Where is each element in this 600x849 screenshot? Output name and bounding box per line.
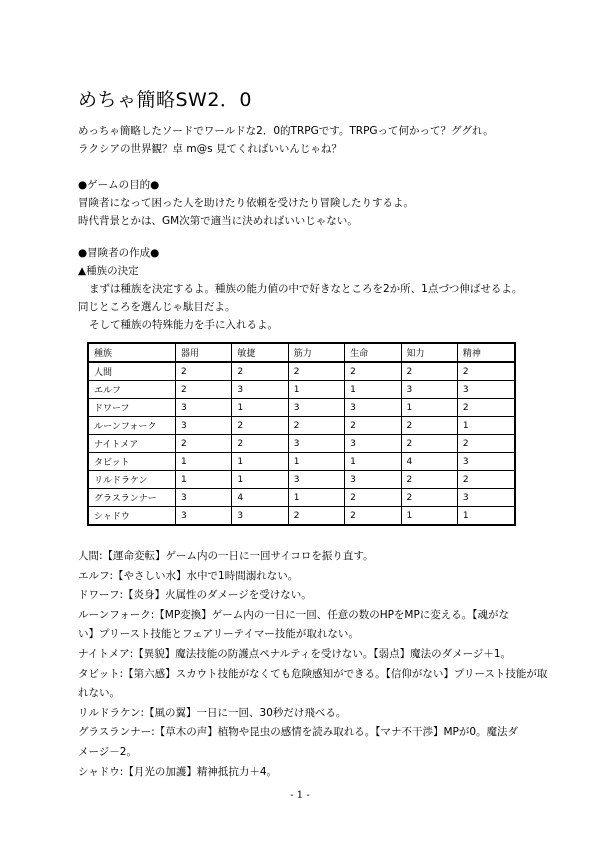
ability-line: エルフ:【やさしい水】水中で1時間溺れない。 [78,569,299,582]
stat-cell: 3 [288,471,344,489]
stat-cell: 2 [401,417,457,435]
stat-cell: 3 [176,417,232,435]
stat-cell: 2 [345,362,401,381]
header-race: 種族 [88,343,176,362]
stat-cell: 2 [288,362,344,381]
ability-line: ナイトメア:【異貌】魔法技能の防護点ペナルティを受けない。【弱点】魔法のダメージ＋1。 [78,647,512,660]
header-spirit: 精神 [457,343,515,362]
stat-cell: 2 [457,362,515,381]
stat-cell: 2 [176,381,232,399]
table-row [88,381,515,399]
stat-cell: 2 [457,399,515,417]
ability-line: タビット:【第六感】スカウト技能がなくても危険感知ができる。【信仰がない】プリースト技能が取 [78,667,548,680]
stat-cell: 2 [232,435,288,453]
ability-line: 人間:【運命変転】ゲーム内の一日に一回サイコロを振り直す。 [78,550,374,562]
stat-cell: 1 [176,471,232,489]
stat-cell: 1 [457,507,515,526]
stat-cell: 2 [232,362,288,381]
stat-cell: 2 [232,417,288,435]
stat-cell: 3 [401,381,457,399]
race-name-cell: リルドラケン [88,471,176,489]
stat-cell: 3 [232,381,288,399]
stat-cell: 2 [345,489,401,507]
stat-cell: 4 [401,453,457,471]
table-row [88,489,515,507]
stat-cell: 1 [345,453,401,471]
stat-cell: 1 [232,399,288,417]
header-intelligence: 知力 [401,343,457,362]
table-row [88,417,515,435]
stat-cell: 3 [457,453,515,471]
creation-line: 同じところを選んじゃ駄目だよ。 [78,301,236,313]
stat-cell: 3 [345,399,401,417]
stat-cell: 1 [457,417,515,435]
table-row [88,435,515,453]
ability-line: グラスランナー:【草木の声】植物や昆虫の感情を読み取れる。【マナ不干渉】MPが0。魔法ダ [78,726,519,739]
stat-cell: 1 [176,453,232,471]
ability-line: ドワーフ:【炎身】火属性のダメージを受けない。 [78,589,312,602]
race-name-cell: エルフ [88,381,176,399]
stat-cell: 1 [232,453,288,471]
stat-cell: 1 [288,381,344,399]
stat-cell: 1 [345,381,401,399]
race-name-cell: 人間 [88,362,176,381]
table-row [88,471,515,489]
stat-cell: 1 [232,471,288,489]
header-strength: 筋力 [288,343,344,362]
race-name-cell: シャドウ [88,507,176,526]
creation-section [78,244,522,334]
stat-cell: 1 [288,453,344,471]
intro-paragraph [78,122,494,158]
stat-cell: 3 [288,435,344,453]
creation-heading: ●冒険者の作成● [78,247,160,259]
table-row [88,453,515,471]
stat-cell: 3 [176,399,232,417]
ability-line: ルーンフォーク:【MP変換】ゲーム内の一日に一回、任意の数のHPをMPに変える。【魂がな [78,608,510,621]
stat-cell: 2 [288,417,344,435]
race-name-cell: ナイトメア [88,435,176,453]
stat-cell: 3 [176,507,232,526]
stat-cell: 2 [401,362,457,381]
table-header-row [88,343,515,362]
page-number: - 1 - [290,790,310,801]
race-name-cell: グラスランナー [88,489,176,507]
intro-line: めっちゃ簡略したソードでワールドな2．0的TRPGです。TRPGって何かって？ググれ。 [78,125,494,137]
stat-cell: 3 [345,471,401,489]
table-row [88,399,515,417]
stat-cell: 4 [232,489,288,507]
race-name-cell: ドワーフ [88,399,176,417]
race-subheading: ▲種族の決定 [78,265,139,277]
page-title: めちゃ簡略SW2．0 [78,89,253,111]
stat-cell: 3 [457,489,515,507]
stat-cell: 2 [401,435,457,453]
goal-section [78,176,414,230]
stat-cell: 2 [345,507,401,526]
ability-line: シャドウ:【月光の加護】精神抵抗力＋4。 [78,765,278,778]
stat-cell: 1 [401,507,457,526]
stat-cell: 2 [345,417,401,435]
table-row [88,507,515,526]
ability-line: い】プリースト技能とフェアリーテイマー技能が取れない。 [78,628,359,641]
stat-cell: 3 [345,435,401,453]
stat-cell: 1 [288,489,344,507]
stat-cell: 2 [288,507,344,526]
ability-line: メージ－2。 [78,745,137,758]
stat-cell: 3 [232,507,288,526]
stat-cell: 3 [176,489,232,507]
race-name-cell: ルーンフォーク [88,417,176,435]
goal-line: 冒険者になって困った人を助けたり依頼を受けたり冒険したりするよ。 [78,197,414,209]
header-dexterity: 器用 [176,343,232,362]
stat-cell: 1 [401,399,457,417]
stat-cell: 2 [457,471,515,489]
table-row [88,362,515,381]
header-vitality: 生命 [345,343,401,362]
table-body [88,362,515,525]
creation-line: まずは種族を決定するよ。種族の能力値の中で好きなところを2か所、1点づつ伸ばせるよ。 [89,283,523,295]
stat-cell: 2 [176,435,232,453]
stat-cell: 2 [457,435,515,453]
stat-cell: 2 [401,471,457,489]
creation-line: そして種族の特殊能力を手に入れるよ。 [89,319,278,331]
header-agility: 敏捷 [232,343,288,362]
stat-cell: 3 [288,399,344,417]
stat-cell: 3 [457,381,515,399]
race-name-cell: タビット [88,453,176,471]
intro-line: ラクシアの世界観？卓 m@s 見てくればいいんじゃね？ [78,143,342,155]
race-abilities-list [78,547,547,782]
ability-line: れない。 [78,687,120,700]
goal-heading: ●ゲームの目的● [78,179,160,191]
stat-cell: 2 [176,362,232,381]
ability-line: リルドラケン:【風の翼】一日に一回、30秒だけ飛べる。 [78,706,347,719]
race-stats-table [87,342,516,526]
goal-line: 時代背景とかは、GM次第で適当に決めればいいじゃない。 [78,215,358,227]
stat-cell: 2 [401,489,457,507]
